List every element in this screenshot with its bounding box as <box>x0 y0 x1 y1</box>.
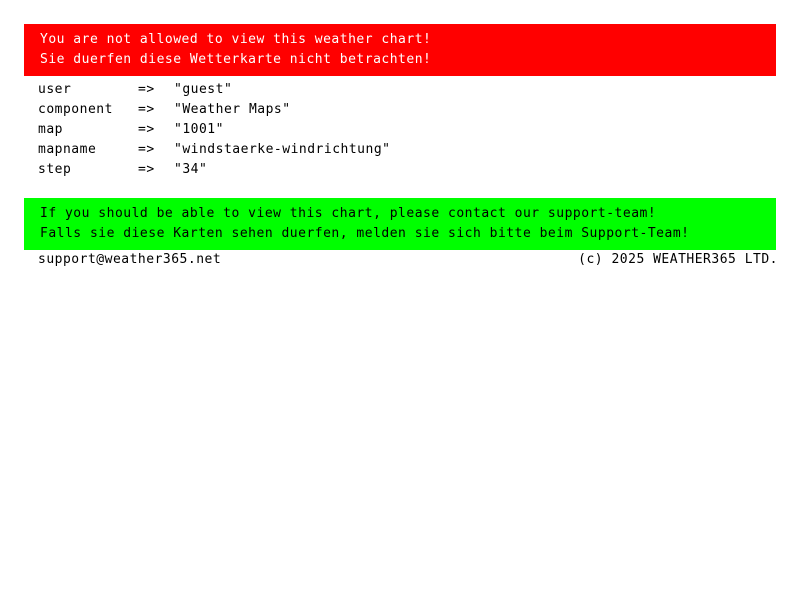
error-banner <box>24 24 776 76</box>
parameter-arrow: => <box>138 102 155 117</box>
footer <box>38 250 778 270</box>
parameter-value: "windstaerke-windrichtung" <box>174 142 391 157</box>
parameter-key: mapname <box>38 142 97 157</box>
parameter-row <box>38 160 778 180</box>
parameter-value: "Weather Maps" <box>174 102 291 117</box>
parameter-key: user <box>38 82 72 97</box>
info-banner-line-de: Falls sie diese Karten sehen duerfen, melden sie sich bitte beim Support-Team! <box>40 226 690 241</box>
parameter-value: "1001" <box>174 122 224 137</box>
parameter-arrow: => <box>138 122 155 137</box>
parameter-key: step <box>38 162 72 177</box>
copyright-text: (c) 2025 WEATHER365 LTD. <box>578 252 778 267</box>
parameter-arrow: => <box>138 142 155 157</box>
parameter-list <box>38 80 778 180</box>
error-banner-line-de: Sie duerfen diese Wetterkarte nicht betrachten! <box>40 52 432 67</box>
info-banner <box>24 198 776 250</box>
parameter-key: map <box>38 122 63 137</box>
parameter-row <box>38 80 778 100</box>
support-email-link[interactable]: support@weather365.net <box>38 252 222 267</box>
info-banner-line-en: If you should be able to view this chart, please contact our support-team! <box>40 206 657 221</box>
parameter-row <box>38 120 778 140</box>
parameter-arrow: => <box>138 162 155 177</box>
parameter-row <box>38 100 778 120</box>
parameter-value: "guest" <box>174 82 233 97</box>
parameter-arrow: => <box>138 82 155 97</box>
error-banner-line-en: You are not allowed to view this weather chart! <box>40 32 432 47</box>
parameter-key: component <box>38 102 113 117</box>
parameter-row <box>38 140 778 160</box>
parameter-value: "34" <box>174 162 208 177</box>
